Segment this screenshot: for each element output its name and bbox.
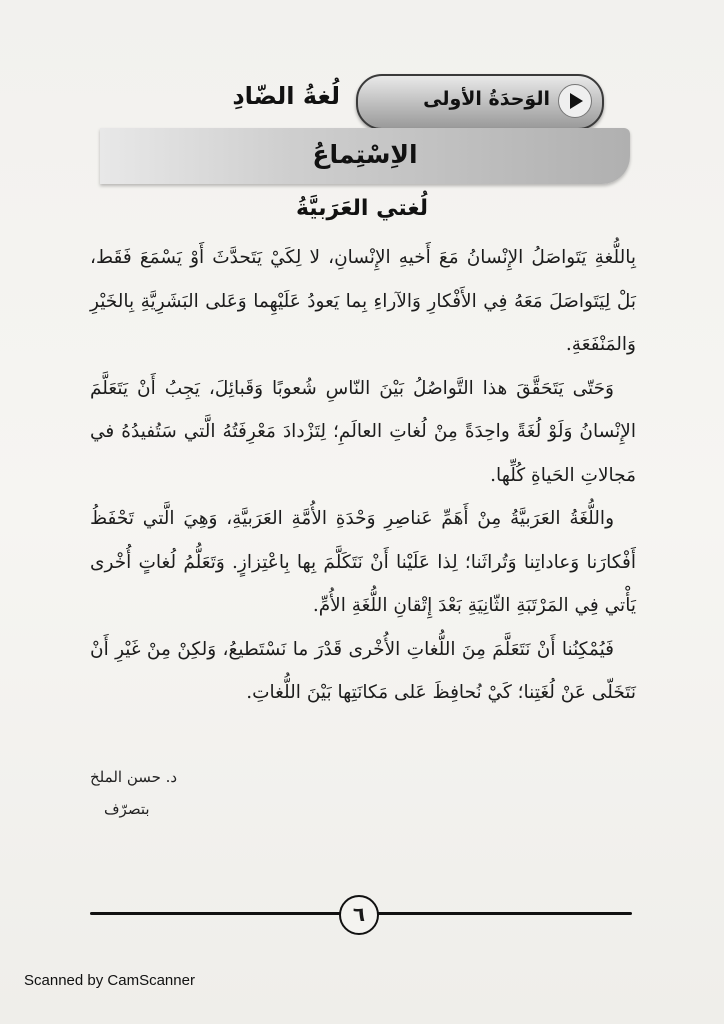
author-signature: د. حسن الملخ [90,768,178,786]
page-number: ٦ [339,895,379,935]
section-banner [100,128,630,184]
adapted-note: بتصرّف [104,800,150,818]
section-title: الاِسْتِماعُ [312,140,418,169]
paragraph: فَيُمْكِنُنا أَنْ نَتَعَلَّمَ مِنَ اللُّغاتِ الأُخْرى قَدْرَ ما نَسْتَطيعُ، وَلكِنْ مِنْ غَيْرِ أَنْ نَتَخَلّى عَنْ لُغَتِنا؛ كَيْ نُحافِظَ عَلى مَكانَتِها بَيْنَ اللُّغاتِ. [90,638,636,703]
unit-label: الوَحدَةُ الأولى [423,88,550,110]
play-icon [558,84,592,118]
paragraph: وَحَتّى يَتَحَقَّقَ هذا التَّواصُلُ بَيْنَ النّاسِ شُعوبًا وَقَبائِلَ، يَجِبُ أَنْ يَتَعَلَّمَ الإِنْسانُ وَلَوْ لُغَةً واحِدَةً مِنْ لُغاتِ العالَمِ؛ لِتَزْدادَ مَعْرِفَتُهُ الَّتي سَتُفيدُهُ في مَجالاتِ الحَياةِ كُلِّها. [90,377,636,486]
reading-text [90,236,636,715]
paragraph: واللُّغَةُ العَرَبيَّةُ مِنْ أَهَمِّ عَناصِرِ وَحْدَةِ الأُمَّةِ العَرَبيَّةِ، وَهِيَ الَّتي تَحْفَظُ أَفْكارَنا وَعاداتِنا وَتُراثَنا؛ لِذا عَلَيْنا أَنْ نَتَكَلَّمَ بِها بِاعْتِزازٍ. وَتَعَلُّمُ لُغاتٍ أُخْرى يَأْتي فِي المَرْتَبَةِ الثّانِيَةِ بَعْدَ إِتْقانِ اللُّغَةِ الأُمِّ. [90,508,636,616]
lesson-title: لُغتي العَرَبيَّةُ [295,196,429,221]
unit-banner [356,74,604,130]
paragraph: بِاللُّغةِ يَتَواصَلُ الإِنْسانُ مَعَ أَخيهِ الإِنْسانِ، لا لِكَيْ يَتَحدَّثَ أَوْ يَسْمَعَ فَقَط، بَلْ لِيَتَواصَلَ مَعَهُ فِي الأَفْكارِ وَالآراءِ بِما يَعودُ عَلَيْهِما وَعَلى البَشَرِيَّةِ بِالخَيْرِ وَالمَنْفَعَةِ. [90,247,636,355]
chapter-title: لُغةُ الضّادِ [232,82,340,110]
scanner-watermark: Scanned by CamScanner [24,972,195,989]
